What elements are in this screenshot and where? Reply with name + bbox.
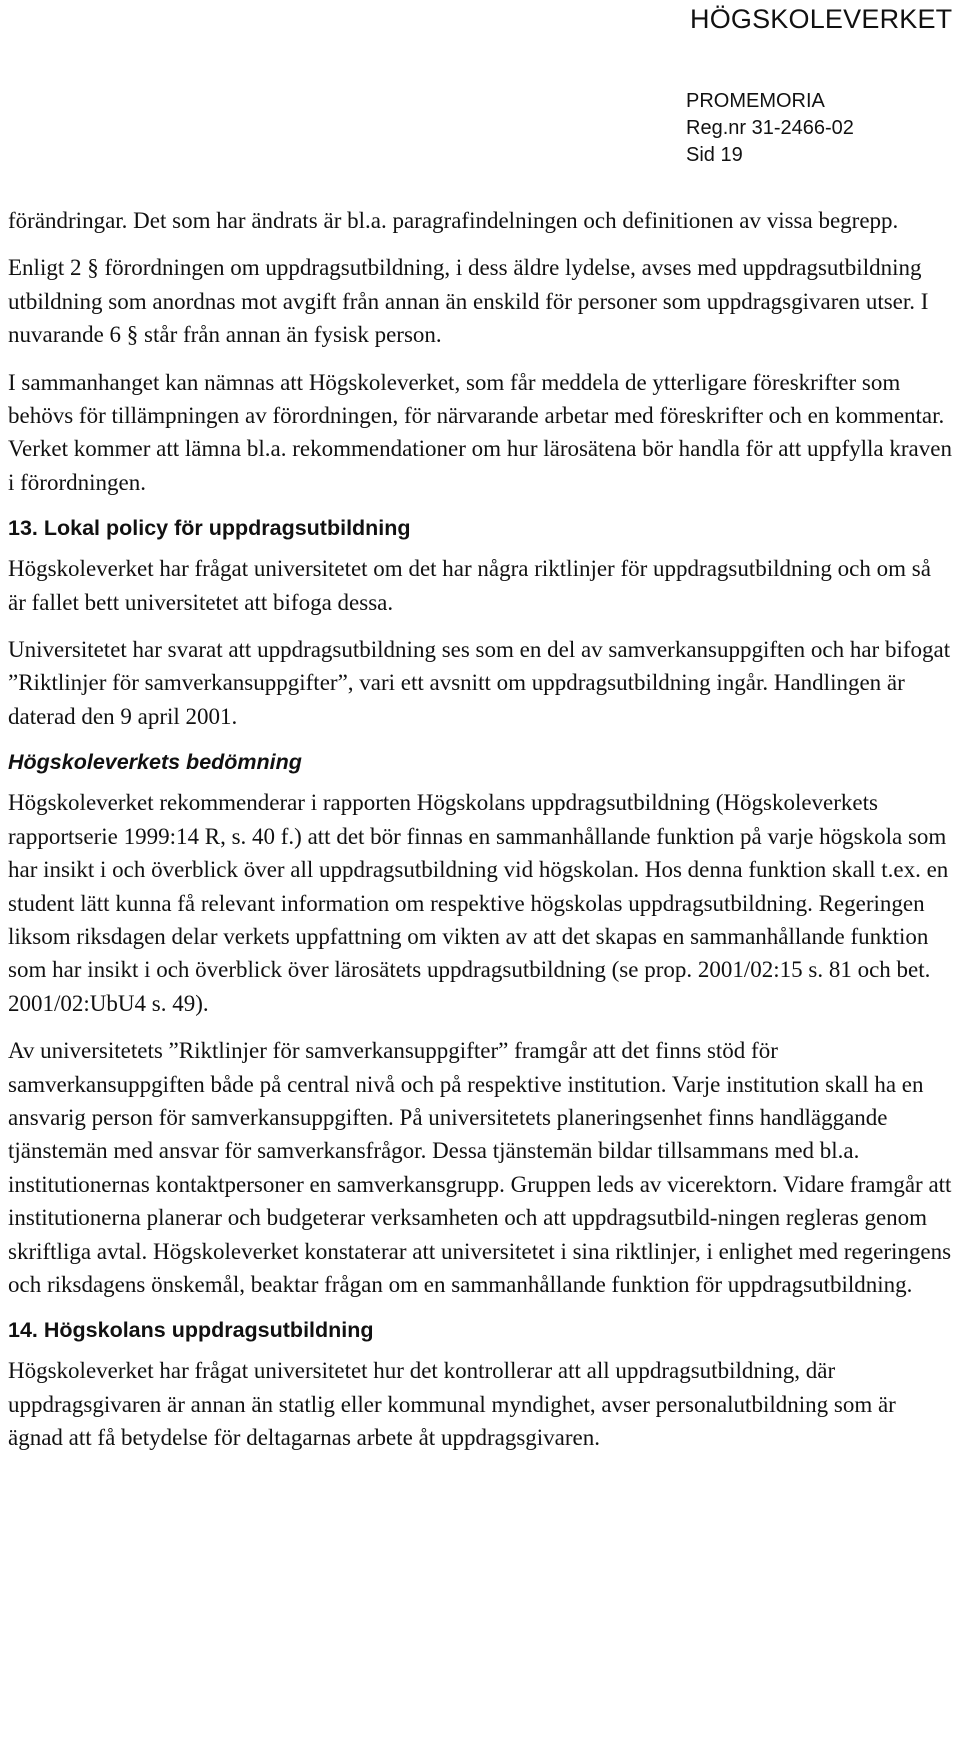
section-13-heading: 13. Lokal policy för uppdragsutbildning	[8, 516, 411, 541]
document-body	[8, 204, 953, 1464]
section-14-paragraph-1: Högskoleverket har frågat universitetet hur det kontrollerar att all uppdragsutbildning, där uppdragsgivaren är annan än statlig eller kommunal myndighet, avser personalutbildning som är ägnad att få betydelse för deltagarnas arbete åt uppdragsgivaren.	[8, 1358, 896, 1451]
section-14-heading: 14. Högskolans uppdragsutbildning	[8, 1318, 374, 1343]
section-13-paragraph-2: Universitetet har svarat att uppdragsutbildning ses som en del av samverkansuppgiften och har bifogat ”Riktlinjer för samverkansuppgifter”, vari ett avsnitt om uppdragsutbildning ingår. Handlingen är daterad den 9 april 2001.	[8, 637, 951, 729]
paragraph-definition: Enligt 2 § förordningen om uppdragsutbildning, i dess äldre lydelse, avses med uppdragsutbildning utbildning som anordnas mot avgift från annan än enskild för personer som uppdragsgivaren utser. I nuvarande 6 § står från annan än fysisk person.	[8, 255, 929, 348]
assessment-heading: Högskoleverkets bedömning	[8, 750, 302, 775]
page-number: Sid 19	[686, 144, 743, 166]
document-meta	[686, 88, 854, 169]
assessment-paragraph-2: Av universitetets ”Riktlinjer för samverkansuppgifter” framgår att det finns stöd för samverkansuppgiften både på central nivå och på respektive institution. Varje institution skall ha en ansvarig person för samverkansuppgiften. På universitetets planeringsenhet finns handläggande tjänstemän med ansvar för samverkansfrågor. Dessa tjänstemän bildar tillsammans med bl.a. institutionernas kontaktpersoner en samverkansgrupp. Gruppen leds av vicerektorn. Vidare framgår att institutionerna planerar och budgeterar verksamheten och att uppdragsutbild-ningen regleras genom skriftliga avtal. Högskoleverket konstaterar att universitetet i sina riktlinjer, i enlighet med regeringens och riksdagens önskemål, beaktar frågan om en sammanhållande funktion för uppdragsutbildning.	[8, 1038, 952, 1297]
paragraph-changes: förändringar. Det som har ändrats är bl.a. paragrafindelningen och definitionen av vissa begrepp.	[8, 208, 899, 233]
paragraph-regulations: I sammanhanget kan nämnas att Högskoleverket, som får meddela de ytterligare föreskrifter som behövs för tillämpningen av förordningen, för närvarande arbetar med föreskrifter och en kommentar. Verket kommer att lämna bl.a. rekommendationer om hur lärosätena bör handla för att uppfylla kraven i förordningen.	[8, 369, 952, 495]
assessment-paragraph-1: Högskoleverket rekommenderar i rapporten Högskolans uppdragsutbildning (Högskoleverkets rapportserie 1999:14 R, s. 40 f.) att det bör finnas en sammanhållande funktion på varje högskola som har insikt i och överblick över all uppdragsutbildning vid högskolan. Hos denna funktion skall t.ex. en student lätt kunna få relevant information om respektive högskolas uppdragsutbildning. Regeringen liksom riksdagen delar verkets uppfattning om vikten av att det skapas en sammanhållande funktion som har insikt i och överblick över lärosätets uppdragsutbildning (se prop. 2001/02:15 s. 81 och bet. 2001/02:UbU4 s. 49).	[8, 790, 949, 1016]
section-13-paragraph-1: Högskoleverket har frågat universitetet om det har några riktlinjer för uppdragsutbildning och om så är fallet bett universitetet att bifoga dessa.	[8, 556, 931, 615]
registration-number: Reg.nr 31-2466-02	[686, 117, 854, 139]
document-type: PROMEMORIA	[686, 90, 825, 112]
agency-name: HÖGSKOLEVERKET	[690, 4, 953, 34]
